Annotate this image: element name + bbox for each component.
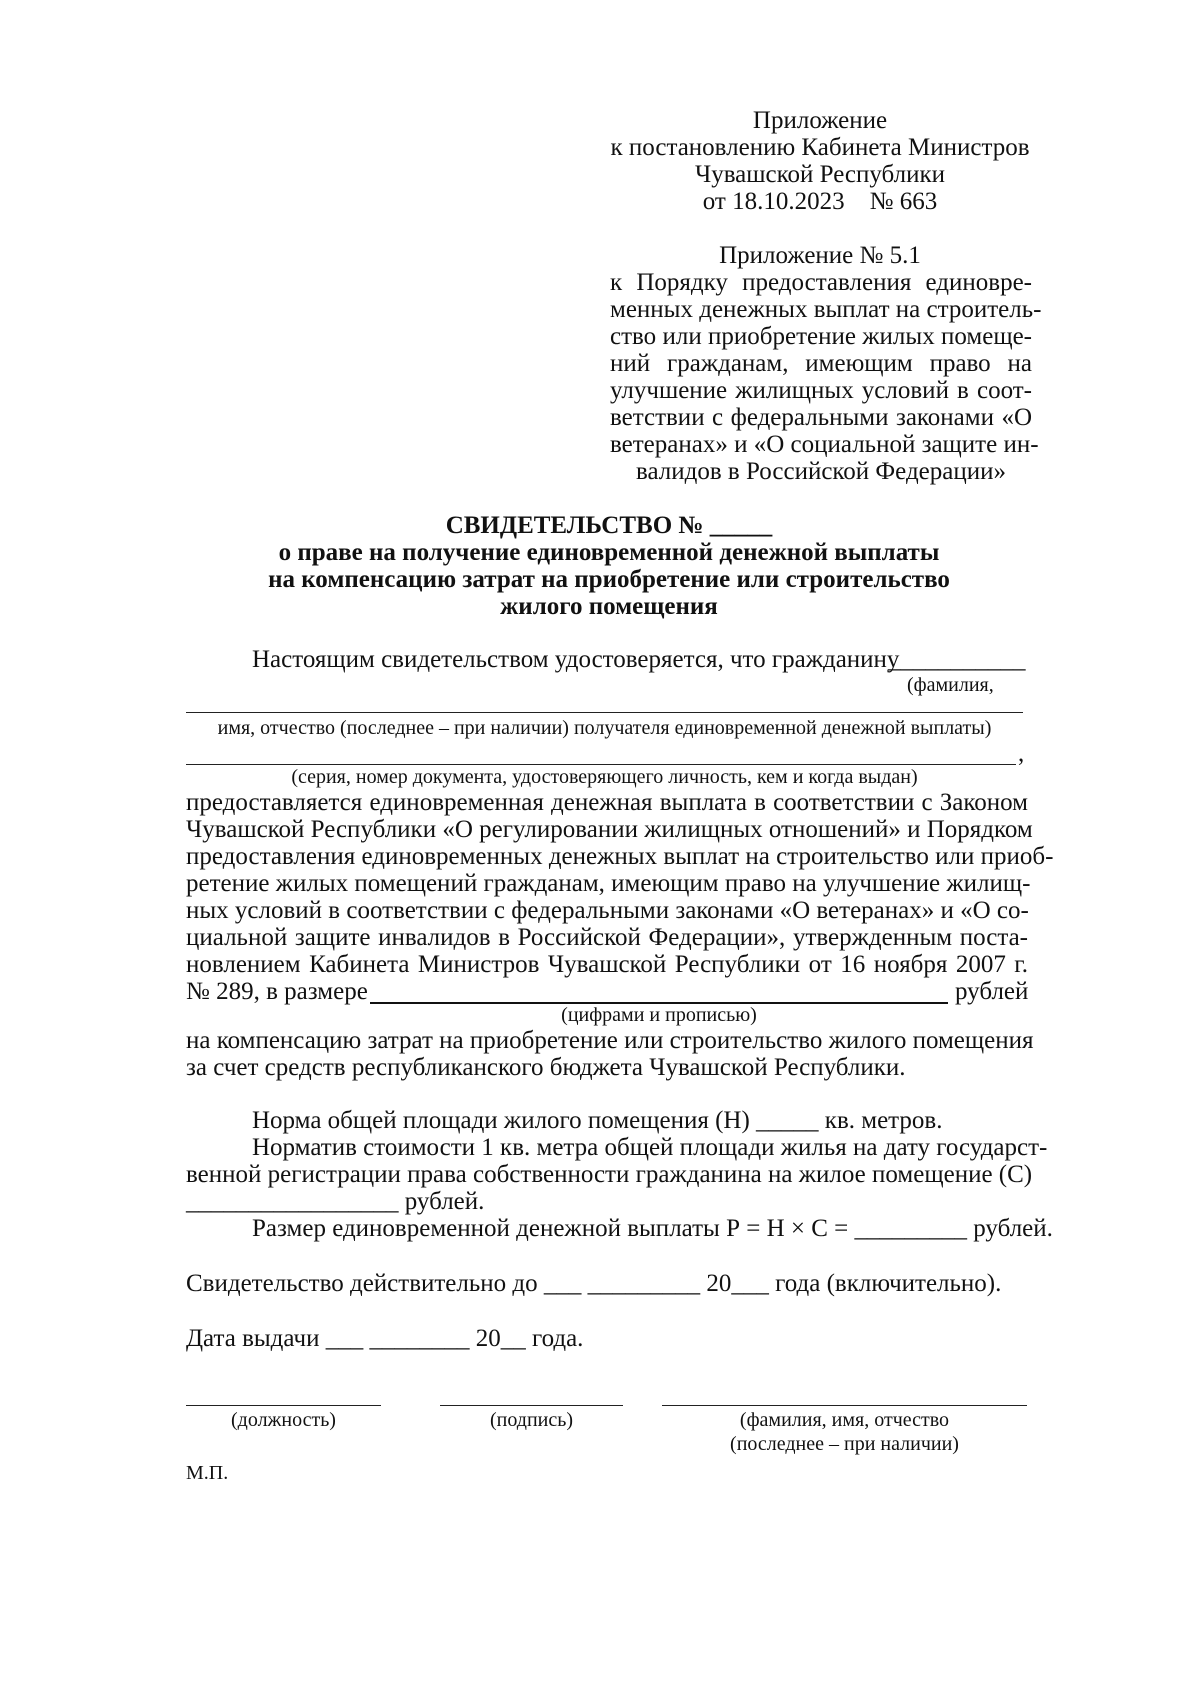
amount-suffix: рублей: [955, 978, 1029, 1005]
norm-area: Норма общей площади жилого помещения (Н) _____ кв. метров.: [252, 1107, 943, 1134]
attachment-line: от 18.10.2023 № 663: [702, 188, 938, 215]
paragraph-line: предоставляется единовременная денежная выплата в соответствии с Законом: [186, 789, 1028, 816]
paragraph-line: Чувашской Республики «О регулировании жилищных отношений» и Порядком: [186, 816, 1033, 843]
comma: ,: [1018, 740, 1025, 767]
appendix-line: ветеранах» и «О социальной защите ин-: [610, 431, 1039, 458]
purpose-line: за счет средств республиканского бюджета Чувашской Республики.: [186, 1054, 906, 1081]
certificate-subtitle: на компенсацию затрат на приобретение или строительство: [268, 566, 950, 593]
paragraph-line: ных условий в соответствии с федеральными законами «О ветеранах» и «О со-: [186, 897, 1029, 924]
appendix-line: ветствии с федеральными законами «О: [610, 404, 1032, 431]
position-hint: (должность): [231, 1409, 336, 1431]
appendix-title: Приложение № 5.1: [719, 242, 921, 269]
certificate-subtitle: о праве на получение единовременной денежной выплаты: [278, 539, 940, 566]
paragraph-line: новлением Кабинета Министров Чувашской Республики от 16 ноября 2007 г.: [186, 951, 1028, 978]
certificate-subtitle: жилого помещения: [500, 593, 718, 620]
fullname-hint: (последнее – при наличии): [730, 1433, 959, 1455]
stamp-place: М.П.: [186, 1462, 229, 1484]
valid-until: Свидетельство действительно до ___ _________ 20___ года (включительно).: [186, 1270, 1002, 1297]
paragraph-line: циальной защите инвалидов в Российской Федерации», утвержденным поста-: [186, 924, 1028, 951]
appendix-line: ство или приобретение жилых помеще-: [610, 323, 1032, 350]
signature-hint: (подпись): [489, 1409, 574, 1431]
paragraph-line: ретение жилых помещений гражданам, имеющим право на улучшение жилищ-: [186, 870, 1031, 897]
appendix-line: улучшение жилищных условий в соот-: [610, 377, 1032, 404]
recipient-name-hint: имя, отчество (последнее – при наличии) получателя единовременной денежной выплаты): [217, 717, 992, 739]
signature-line: [440, 1405, 623, 1406]
amount-prefix: № 289, в размере: [186, 978, 368, 1005]
appendix-line: к Порядку предоставления единовре-: [610, 269, 1032, 296]
fullname-hint: (фамилия, имя, отчество: [739, 1409, 950, 1431]
payment-size: Размер единовременной денежной выплаты Р = Н × С = _________ рублей.: [252, 1215, 1053, 1242]
appendix-line: валидов в Российской Федерации»: [636, 458, 1006, 485]
paragraph-line: предоставления единовременных денежных выплат на строительство или приоб-: [186, 843, 1054, 870]
norm-cost-line: Норматив стоимости 1 кв. метра общей площади жилья на дату государст-: [252, 1134, 1048, 1161]
issue-date: Дата выдачи ___ ________ 20__ года.: [186, 1325, 584, 1352]
attachment-line: Приложение: [752, 107, 888, 134]
position-line: [186, 1405, 381, 1406]
certificate-title: СВИДЕТЕЛЬСТВО № _____: [445, 512, 773, 539]
intro-text: Настоящим свидетельством удостоверяется, что гражданину: [252, 646, 900, 673]
appendix-line: менных денежных выплат на строитель-: [610, 296, 1042, 323]
identity-document-hint: (серия, номер документа, удостоверяющего личность, кем и когда выдан): [291, 766, 918, 788]
norm-cost-end: _________________ рублей.: [186, 1188, 485, 1215]
norm-cost-line: венной регистрации права собственности гражданина на жилое помещение (С): [186, 1161, 1033, 1188]
surname-blank: ___________: [888, 646, 1026, 673]
attachment-line: к постановлению Кабинета Министров: [610, 134, 1030, 161]
attachment-line: Чувашской Республики: [694, 161, 946, 188]
purpose-line: на компенсацию затрат на приобретение или строительство жилого помещения: [186, 1027, 1034, 1054]
fullname-line: [662, 1405, 1027, 1406]
surname-hint: (фамилия,: [907, 674, 994, 696]
amount-hint: (цифрами и прописью): [561, 1004, 757, 1026]
appendix-line: ний гражданам, имеющим право на: [610, 350, 1032, 377]
recipient-name-line: [186, 712, 1023, 713]
